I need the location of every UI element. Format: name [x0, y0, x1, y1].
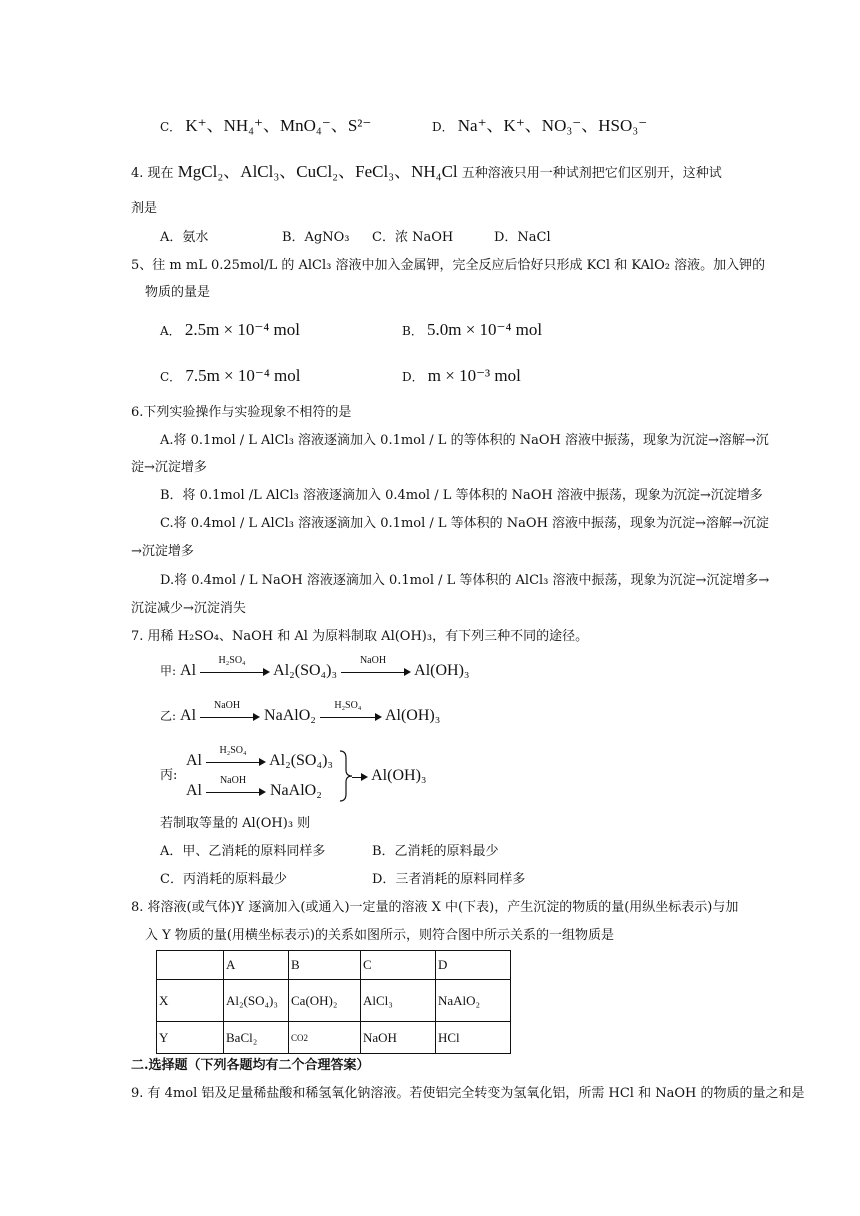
q5-option-a-value: 2.5m × 10⁻⁴ mol	[184, 320, 300, 339]
q6-option-b-line1: B．将 0.1mol /L AlCl₃ 溶液逐滴加入 0.4mol / L 等体积的 NaOH 溶液中振荡，现象为沉淀→沉淀增多	[160, 488, 763, 503]
q4-option-b: B．AgNO₃	[282, 230, 350, 245]
q7-bing-result	[352, 767, 426, 785]
q7-yi-reagent-2: H₂SO₄	[334, 700, 362, 712]
q5-option-b-value: 5.0m × 10⁻⁴ mol	[426, 320, 543, 339]
q7-yi-start: Al	[180, 707, 197, 724]
q5-stem-line2: 物质的量是	[145, 285, 211, 300]
q7-jia-arrow-2	[341, 655, 411, 678]
q5-option-a-label: A．	[160, 324, 181, 338]
table-row	[157, 951, 511, 980]
table-cell: NaAlO₂	[436, 980, 511, 1022]
q8-stem-line1: 8. 将溶液(或气体)Y 逐滴加入(或通入)一定量的溶液 X 中(下表)，产生沉淀的物质的量(用纵坐标表示)与加	[131, 900, 739, 915]
q7-jia-label: 甲:	[160, 664, 177, 678]
q3-option-d-label: D．	[432, 120, 454, 134]
q6-option-a-line2: 淀→沉淀增多	[131, 460, 207, 475]
q5-option-d-label: D．	[402, 370, 424, 384]
q7-option-c: C．丙消耗的原料最少	[160, 872, 287, 887]
q7-option-a: A．甲、乙消耗的原料同样多	[160, 844, 326, 859]
table-cell: B	[289, 951, 361, 980]
q7-bing-label: 丙:	[160, 768, 178, 783]
q5-option-c	[160, 368, 301, 386]
q6-option-a-line1: A.将 0.1mol / L AlCl₃ 溶液逐滴加入 0.1mol / L 的等体积的 NaOH 溶液中振荡，现象为沉淀→溶解→沉	[160, 433, 769, 448]
q4-stem-line2: 剂是	[131, 201, 158, 216]
q6-option-c-line2: →沉淀增多	[131, 544, 194, 559]
q6-option-d-line1: D.将 0.4mol / L NaOH 溶液逐滴加入 0.1mol / L 等体积的 AlCl₃ 溶液中振荡，现象为沉淀→沉淀增多→	[160, 573, 770, 588]
q7-jia-arrow-1	[200, 655, 270, 678]
q5-stem-line1: 5、往 m mL 0.25mol/L 的 AlCl₃ 溶液中加入金属钾，完全反应后恰好只形成 KCl 和 KAlO₂ 溶液。加入钾的	[131, 258, 766, 273]
q4-formula: MgCl₂、AlCl₃、CuCl₂、FeCl₃、NH₄Cl	[177, 162, 458, 181]
q5-option-a	[160, 322, 300, 340]
q7-stem: 7. 用稀 H₂SO₄、NaOH 和 Al 为原料制取 Al(OH)₃，有下列三种不同的途径。	[131, 629, 589, 644]
q4-option-a: A．氨水	[160, 230, 209, 245]
q5-option-b	[402, 322, 542, 340]
q3-option-c-text: K⁺、NH₄⁺、MnO₄⁻、S²⁻	[185, 116, 372, 135]
q7-condition: 若制取等量的 Al(OH)₃ 则	[160, 816, 311, 831]
table-cell: CO2	[289, 1022, 361, 1054]
q3-option-d	[432, 118, 647, 136]
q7-bing-row2-start: Al	[186, 782, 202, 799]
table-cell: A	[224, 951, 289, 980]
q7-jia-start: Al	[180, 662, 197, 679]
table-cell: AlCl₃	[361, 980, 436, 1022]
q7-bing-result-arrow	[352, 769, 368, 783]
q7-bing-row2-reagent: NaOH	[219, 775, 247, 787]
table-cell: Ca(OH)₂	[289, 980, 361, 1022]
q8-table	[156, 950, 511, 1054]
q4-option-d: D．NaCl	[494, 230, 551, 245]
table-row	[157, 980, 511, 1022]
q7-bing-row2-end: NaAlO₂	[270, 782, 322, 799]
q7-option-b: B．乙消耗的原料最少	[372, 844, 499, 859]
q5-option-c-value: 7.5m × 10⁻⁴ mol	[185, 366, 301, 385]
q7-jia-reagent-2: NaOH	[359, 655, 387, 667]
q7-yi-arrow-2	[320, 700, 382, 723]
q5-option-d	[402, 368, 521, 386]
q3-option-c-label: C．	[160, 120, 182, 134]
q4-stem	[131, 164, 722, 182]
q7-option-d: D．三者消耗的原料同样多	[372, 872, 526, 887]
table-cell: X	[157, 980, 224, 1022]
q6-stem: 6.下列实验操作与实验现象不相符的是	[131, 405, 352, 420]
q5-option-c-label: C．	[160, 370, 182, 384]
q7-route-yi	[160, 700, 441, 725]
q7-route-jia	[160, 655, 470, 680]
q7-yi-reagent-1: NaOH	[213, 700, 241, 712]
q7-bing-row1-reagent: H₂SO₄	[219, 745, 247, 757]
q4-option-c: C．浓 NaOH	[372, 230, 454, 245]
q4-stem-tail: 五种溶液只用一种试剂把它们区别开，这种试	[461, 166, 722, 181]
table-cell: C	[361, 951, 436, 980]
q7-yi-label: 乙:	[160, 709, 177, 723]
q7-jia-mid: Al₂(SO₄)₃	[273, 662, 338, 679]
table-cell: BaCl₂	[224, 1022, 289, 1054]
q8-stem-line2: 入 Y 物质的量(用横坐标表示)的关系如图所示，则符合图中所示关系的一组物质是	[145, 928, 614, 943]
table-cell: HCl	[436, 1022, 511, 1054]
q3-option-d-text: Na⁺、K⁺、NO₃⁻、HSO₃⁻	[457, 116, 648, 135]
table-cell: Al₂(SO₄)₃	[224, 980, 289, 1022]
table-cell: D	[436, 951, 511, 980]
q7-jia-end: Al(OH)₃	[414, 662, 470, 679]
section-2-title: 二.选择题（下列各题均有二个合理答案）	[131, 1058, 370, 1073]
q7-bing-result-product: Al(OH)₃	[371, 767, 427, 784]
q3-option-c	[160, 118, 371, 136]
q7-bing-row1-end: Al₂(SO₄)₃	[269, 752, 333, 769]
q6-option-d-line2: 沉淀减少→沉淀消失	[131, 601, 246, 616]
table-cell	[157, 951, 224, 980]
table-cell: Y	[157, 1022, 224, 1054]
q9-stem: 9. 有 4mol 铝及足量稀盐酸和稀氢氧化钠溶液。若使铝完全转变为氢氧化铝，所需 HCl 和 NaOH 的物质的量之和是	[131, 1086, 805, 1101]
q7-yi-arrow-1	[200, 700, 260, 723]
q7-bing-row1-start: Al	[186, 752, 202, 769]
q6-option-c-line1: C.将 0.4mol / L AlCl₃ 溶液逐滴加入 0.1mol / L 等体积的 NaOH 溶液中振荡，现象为沉淀→溶解→沉淀	[160, 516, 769, 531]
q7-bing-row-2	[186, 775, 322, 800]
q5-option-b-label: B．	[402, 324, 423, 338]
table-cell: NaOH	[361, 1022, 436, 1054]
table-row	[157, 1022, 511, 1054]
q7-bing-row-1	[186, 745, 333, 770]
q7-yi-mid: NaAlO₂	[264, 707, 316, 724]
q7-yi-end: Al(OH)₃	[384, 707, 441, 724]
q7-jia-reagent-1: H₂SO₄	[218, 655, 246, 667]
q5-option-d-value: m × 10⁻³ mol	[427, 366, 521, 385]
q7-bing-row2-arrow	[206, 775, 266, 798]
q4-number: 4. 现在	[131, 166, 174, 181]
q7-bing-row1-arrow	[206, 745, 266, 768]
